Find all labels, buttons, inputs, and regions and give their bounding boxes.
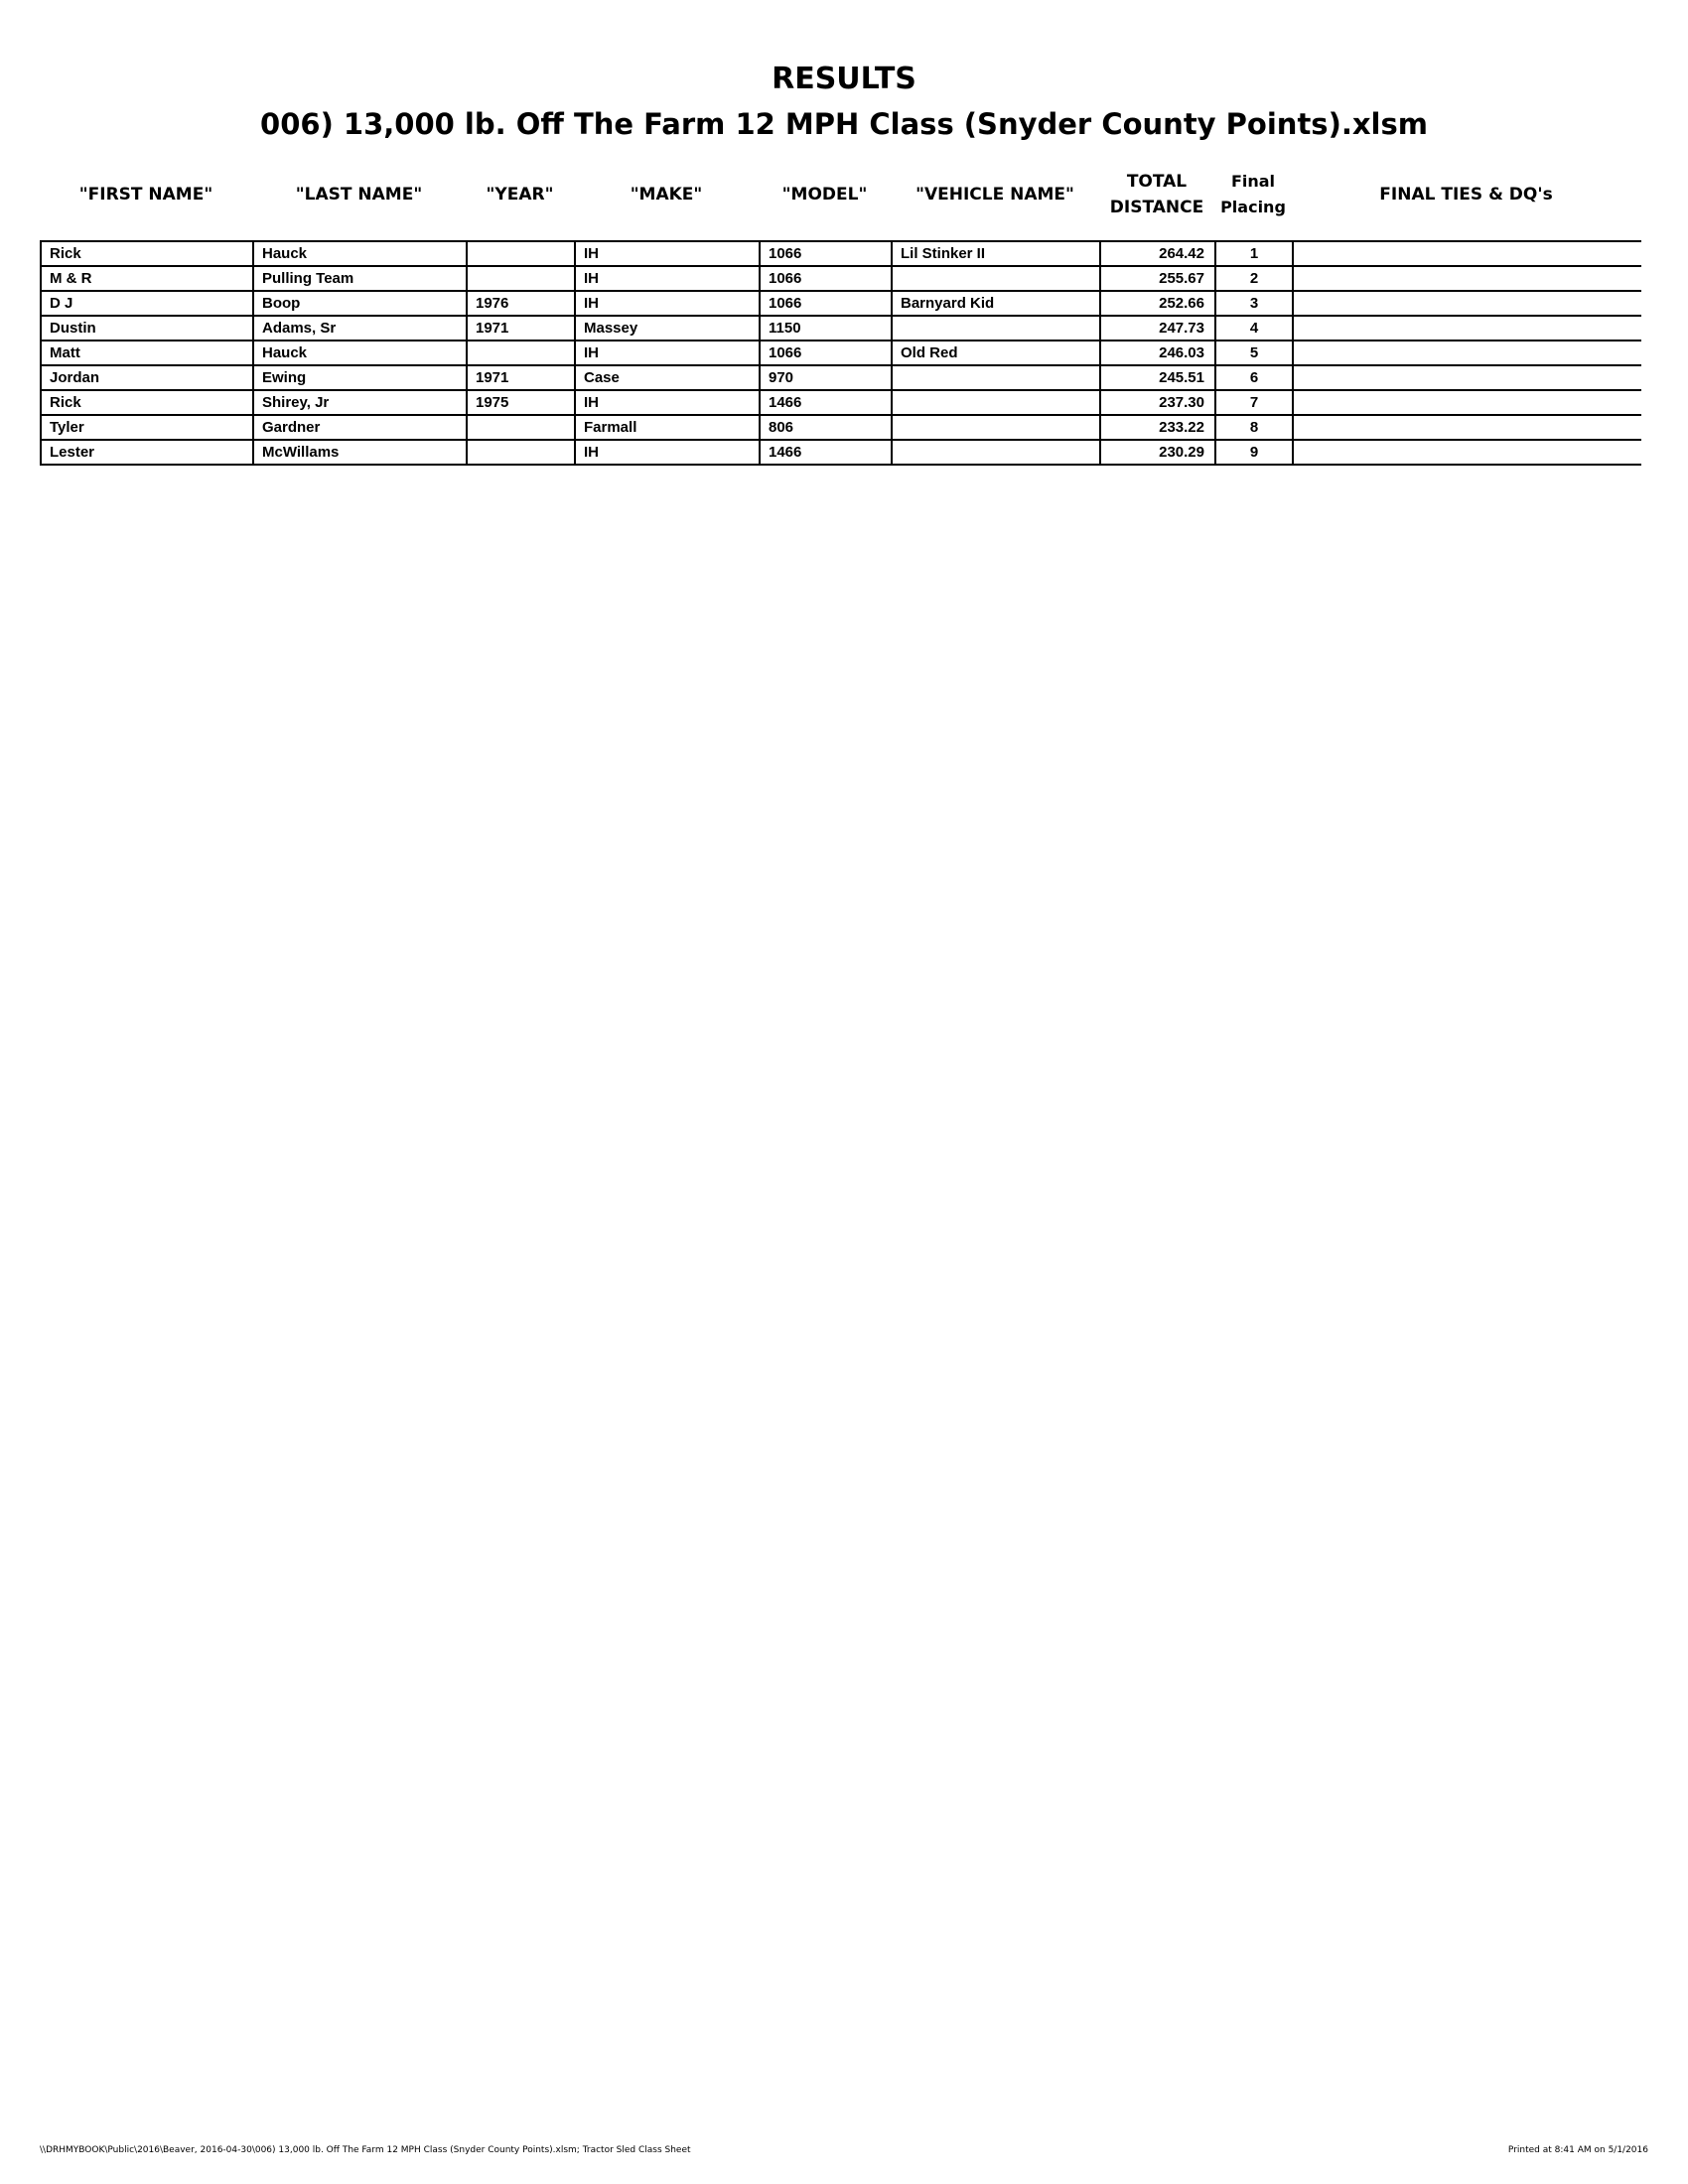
cell-vehicle-name: Old Red (892, 341, 1100, 365)
cell-make: Massey (575, 316, 760, 341)
printed-timestamp: Printed at 8:41 AM on 5/1/2016 (1507, 2145, 1648, 2155)
cell-first-name: D J (41, 291, 253, 316)
cell-total-distance: 264.42 (1100, 241, 1215, 266)
cell-model: 1150 (760, 316, 892, 341)
header-first-name: "FIRST NAME" (78, 185, 213, 205)
table-row (41, 341, 1641, 365)
cell-final-placing: 4 (1215, 316, 1293, 341)
cell-make: IH (575, 341, 760, 365)
cell-model: 1066 (760, 241, 892, 266)
cell-year (467, 266, 575, 291)
cell-total-distance: 255.67 (1100, 266, 1215, 291)
cell-final-placing: 8 (1215, 415, 1293, 440)
cell-vehicle-name (892, 365, 1100, 390)
cell-make: Farmall (575, 415, 760, 440)
cell-first-name: Rick (41, 241, 253, 266)
cell-make: IH (575, 291, 760, 316)
cell-last-name: Pulling Team (253, 266, 467, 291)
column-headers (40, 167, 1640, 222)
cell-final-placing: 5 (1215, 341, 1293, 365)
cell-total-distance: 246.03 (1100, 341, 1215, 365)
header-final-placing: Final Placing (1220, 172, 1286, 216)
header-vehicle-name: "VEHICLE NAME" (915, 185, 1074, 205)
file-path-footer: \\DRHMYBOOK\Public\2016\Beaver, 2016-04-30\006) 13,000 lb. Off The Farm 12 MPH Class (Snyder County Points).xlsm; Tractor Sled Class Sheet (40, 2145, 691, 2155)
page-title: RESULTS (772, 62, 916, 96)
cell-last-name: McWillams (253, 440, 467, 465)
cell-make: IH (575, 266, 760, 291)
cell-make: IH (575, 390, 760, 415)
cell-vehicle-name (892, 390, 1100, 415)
table-row (41, 241, 1641, 266)
cell-model: 1066 (760, 266, 892, 291)
cell-last-name: Gardner (253, 415, 467, 440)
cell-final-ties (1293, 291, 1641, 316)
table-row (41, 291, 1641, 316)
cell-first-name: M & R (41, 266, 253, 291)
cell-last-name: Ewing (253, 365, 467, 390)
cell-year: 1975 (467, 390, 575, 415)
cell-year: 1976 (467, 291, 575, 316)
cell-total-distance: 252.66 (1100, 291, 1215, 316)
cell-year (467, 415, 575, 440)
header-total-distance: TOTAL DISTANCE (1109, 172, 1204, 217)
cell-model: 806 (760, 415, 892, 440)
header-model: "MODEL" (781, 185, 868, 205)
cell-final-placing: 3 (1215, 291, 1293, 316)
cell-final-ties (1293, 365, 1641, 390)
header-last-name: "LAST NAME" (295, 185, 423, 205)
table-row (41, 266, 1641, 291)
cell-total-distance: 237.30 (1100, 390, 1215, 415)
cell-final-placing: 9 (1215, 440, 1293, 465)
cell-vehicle-name (892, 440, 1100, 465)
cell-last-name: Hauck (253, 341, 467, 365)
cell-model: 970 (760, 365, 892, 390)
table-row (41, 440, 1641, 465)
cell-year: 1971 (467, 365, 575, 390)
header-year: "YEAR" (486, 185, 554, 205)
cell-total-distance: 245.51 (1100, 365, 1215, 390)
cell-model: 1466 (760, 390, 892, 415)
cell-final-placing: 7 (1215, 390, 1293, 415)
cell-model: 1466 (760, 440, 892, 465)
cell-make: IH (575, 241, 760, 266)
table-row (41, 390, 1641, 415)
cell-total-distance: 247.73 (1100, 316, 1215, 341)
cell-vehicle-name (892, 316, 1100, 341)
cell-make: IH (575, 440, 760, 465)
cell-total-distance: 230.29 (1100, 440, 1215, 465)
header-final-ties: FINAL TIES & DQ's (1379, 185, 1553, 205)
cell-final-placing: 2 (1215, 266, 1293, 291)
results-table (40, 240, 1641, 466)
cell-year (467, 440, 575, 465)
cell-final-ties (1293, 266, 1641, 291)
header-make: "MAKE" (630, 185, 703, 205)
table-row (41, 316, 1641, 341)
cell-year: 1971 (467, 316, 575, 341)
cell-first-name: Rick (41, 390, 253, 415)
cell-last-name: Adams, Sr (253, 316, 467, 341)
cell-model: 1066 (760, 291, 892, 316)
cell-last-name: Boop (253, 291, 467, 316)
cell-vehicle-name: Barnyard Kid (892, 291, 1100, 316)
cell-final-ties (1293, 241, 1641, 266)
cell-final-ties (1293, 341, 1641, 365)
table-row (41, 415, 1641, 440)
cell-final-ties (1293, 415, 1641, 440)
cell-final-ties (1293, 440, 1641, 465)
cell-model: 1066 (760, 341, 892, 365)
cell-first-name: Lester (41, 440, 253, 465)
class-subtitle: 006) 13,000 lb. Off The Farm 12 MPH Class (Snyder County Points).xlsm (260, 107, 1428, 141)
cell-make: Case (575, 365, 760, 390)
cell-first-name: Tyler (41, 415, 253, 440)
cell-final-placing: 6 (1215, 365, 1293, 390)
cell-last-name: Hauck (253, 241, 467, 266)
cell-year (467, 341, 575, 365)
cell-first-name: Matt (41, 341, 253, 365)
cell-vehicle-name: Lil Stinker II (892, 241, 1100, 266)
cell-vehicle-name (892, 266, 1100, 291)
cell-last-name: Shirey, Jr (253, 390, 467, 415)
table-row (41, 365, 1641, 390)
cell-vehicle-name (892, 415, 1100, 440)
cell-total-distance: 233.22 (1100, 415, 1215, 440)
cell-first-name: Jordan (41, 365, 253, 390)
cell-final-ties (1293, 390, 1641, 415)
cell-first-name: Dustin (41, 316, 253, 341)
cell-final-ties (1293, 316, 1641, 341)
cell-year (467, 241, 575, 266)
cell-final-placing: 1 (1215, 241, 1293, 266)
